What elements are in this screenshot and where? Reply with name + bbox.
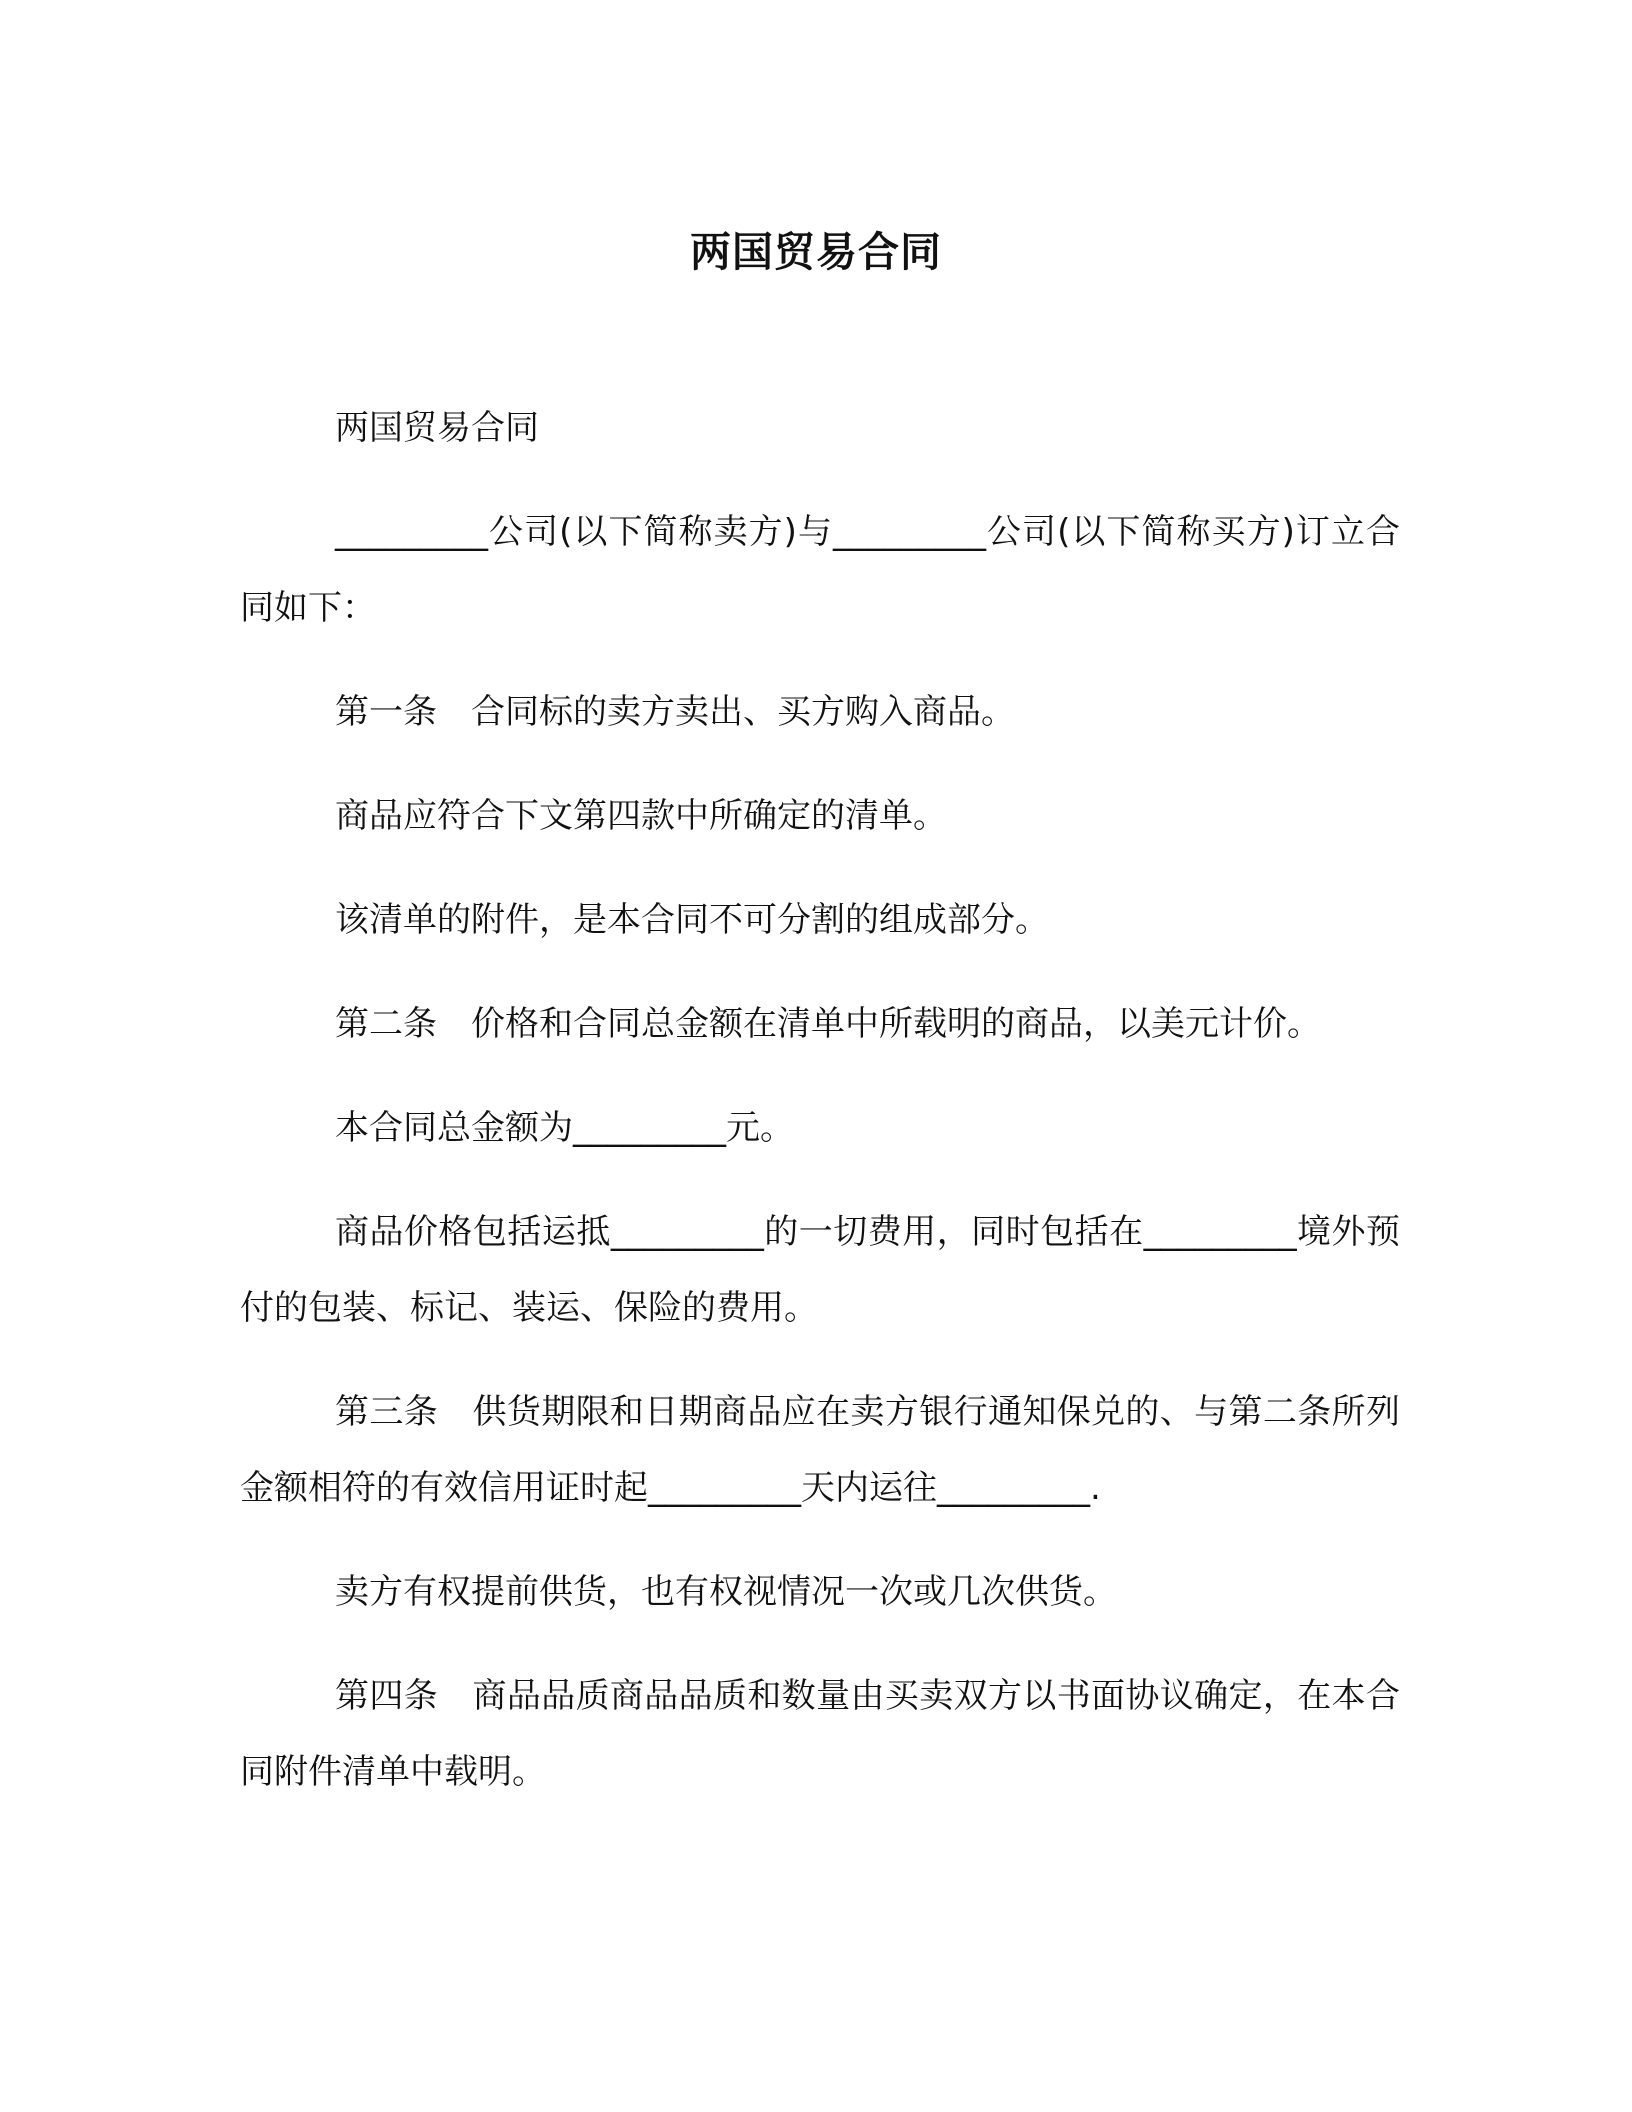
paragraph-article-1: 第一条 合同标的卖方卖出、买方购入商品。: [335, 692, 1015, 732]
document-title: 两国贸易合同: [690, 228, 942, 276]
paragraph-article-3: 第三条 供货期限和日期商品应在卖方银行通知保兑的、与第二条所列金额相符的有效信用证时起_________天内运往_________.: [240, 1392, 1400, 1508]
paragraph-parties: _________公司(以下简称卖方)与_________公司(以下简称买方)订立合同如下：: [240, 512, 1400, 628]
paragraph-article-1-list: 商品应符合下文第四款中所确定的清单。: [335, 796, 947, 836]
paragraph-article-1-attachment: 该清单的附件，是本合同不可分割的组成部分。: [335, 900, 1049, 940]
document-body: [240, 390, 1400, 1838]
paragraph-article-3-delivery: 卖方有权提前供货，也有权视情况一次或几次供货。: [335, 1572, 1117, 1612]
paragraph-heading: 两国贸易合同: [335, 408, 539, 448]
paragraph-article-2-total: 本合同总金额为_________元。: [335, 1108, 794, 1148]
paragraph-article-2-costs: 商品价格包括运抵_________的一切费用，同时包括在_________境外预付的包装、标记、装运、保险的费用。: [240, 1212, 1400, 1328]
paragraph-article-4: 第四条 商品品质商品品质和数量由买卖双方以书面协议确定，在本合同附件清单中载明。: [240, 1676, 1400, 1792]
paragraph-article-2: 第二条 价格和合同总金额在清单中所载明的商品，以美元计价。: [335, 1004, 1321, 1044]
